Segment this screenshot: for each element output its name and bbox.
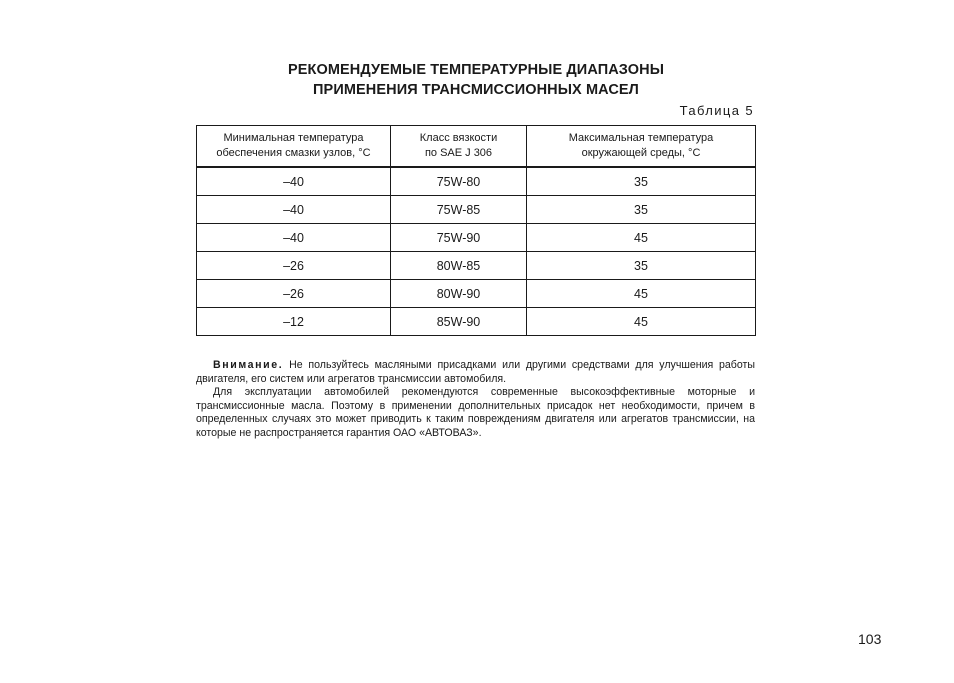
header-min-temperature: Минимальная температура обеспечения смазки узлов, °С (197, 126, 391, 168)
cell-viscosity-class: 75W-85 (391, 196, 527, 224)
additives-paragraph: Для эксплуатации автомобилей рекомендуются современные высокоэффективные моторные и трансмиссионные масла. Поэтому в применении дополнительных присадок нет необходимости, причем в определенных случаях это может приводить к таким повреждениям двигателя или агрегатов трансмиссии, на которые не распространяется гарантия ОАО «АВТОВАЗ». (196, 386, 755, 439)
table-row (197, 308, 756, 336)
notes-section (196, 359, 755, 441)
cell-min-temperature: –26 (197, 252, 391, 280)
cell-min-temperature: –40 (197, 224, 391, 252)
cell-min-temperature: –40 (197, 167, 391, 196)
table-header-row (197, 126, 756, 168)
table-row (197, 196, 756, 224)
cell-max-temperature: 35 (527, 252, 756, 280)
header-viscosity-class: Класс вязкости по SAE J 306 (391, 126, 527, 168)
cell-viscosity-class: 80W-85 (391, 252, 527, 280)
cell-max-temperature: 35 (527, 196, 756, 224)
caution-text: Не пользуйтесь масляными присадками или другими средствами для улучшения работы двигателя, его систем или агрегатов трансмиссии автомобиля. (196, 359, 755, 385)
page-number: 103 (858, 631, 882, 647)
cell-min-temperature: –12 (197, 308, 391, 336)
caution-paragraph (196, 359, 755, 386)
header-max-temperature: Максимальная температура окружающей среды, °С (527, 126, 756, 168)
cell-min-temperature: –26 (197, 280, 391, 308)
cell-max-temperature: 45 (527, 308, 756, 336)
table-row (197, 280, 756, 308)
cell-viscosity-class: 85W-90 (391, 308, 527, 336)
cell-viscosity-class: 75W-80 (391, 167, 527, 196)
oil-temperature-table (196, 125, 756, 336)
cell-min-temperature: –40 (197, 196, 391, 224)
table-row (197, 224, 756, 252)
title-line-2: ПРИМЕНЕНИЯ ТРАНСМИССИОННЫХ МАСЕЛ (313, 82, 639, 98)
caution-label: Внимание. (213, 359, 284, 371)
cell-viscosity-class: 75W-90 (391, 224, 527, 252)
table-label: Таблица 5 (679, 103, 754, 118)
cell-max-temperature: 45 (527, 280, 756, 308)
cell-viscosity-class: 80W-90 (391, 280, 527, 308)
cell-max-temperature: 35 (527, 167, 756, 196)
title-line-1: РЕКОМЕНДУЕМЫЕ ТЕМПЕРАТУРНЫЕ ДИАПАЗОНЫ (287, 62, 665, 78)
table-row (197, 252, 756, 280)
cell-max-temperature: 45 (527, 224, 756, 252)
table-row (197, 167, 756, 196)
page-title (196, 60, 756, 100)
